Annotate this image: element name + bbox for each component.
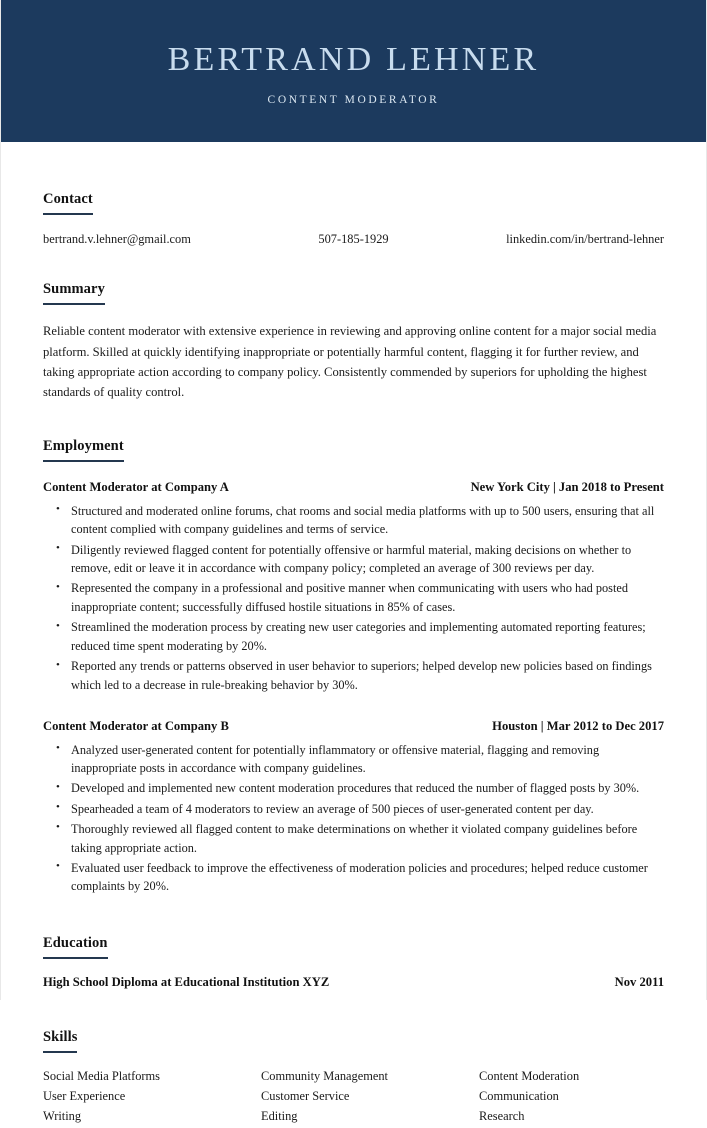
contact-linkedin[interactable]: linkedin.com/in/bertrand-lehner xyxy=(506,231,664,246)
employment-bullet-list xyxy=(43,502,664,695)
section-heading-education: Education xyxy=(43,936,108,959)
employment-bullet: • Analyzed user-generated content for potentially inflammatory or offensive material, flagging and removing inappropriate posts in accordance with company guidelines. xyxy=(71,741,664,778)
employment-bullet: • Represented the company in a professional and positive manner when communicating with users who had posted inappropriate content; successfully diffused hostile situations in 85% of cases. xyxy=(71,579,664,616)
skill-item: User Experience xyxy=(43,1088,126,1103)
employment-bullet: • Spearheaded a team of 4 moderators to review an average of 500 pieces of user-generated content per day. xyxy=(71,800,664,819)
section-employment xyxy=(43,437,664,896)
education-date: Nov 2011 xyxy=(614,975,664,990)
resume-header xyxy=(1,0,706,142)
section-heading-skills: Skills xyxy=(43,1030,77,1053)
candidate-name: BERTRAND LEHNER xyxy=(167,41,540,79)
employment-bullet: • Thoroughly reviewed all flagged content to make determinations on whether it violated company guidelines before taking appropriate action. xyxy=(71,820,664,857)
skills-grid xyxy=(43,1068,664,1128)
employment-entry-header xyxy=(43,480,664,495)
skill-item: Social Media Platforms xyxy=(43,1068,161,1083)
employment-location-dates: Houston | Mar 2012 to Dec 2017 xyxy=(492,718,664,733)
section-heading-summary: Summary xyxy=(43,282,105,305)
employment-bullet-list xyxy=(43,741,664,897)
employment-entry xyxy=(43,719,664,897)
resume-body xyxy=(1,190,706,1128)
contact-details-row xyxy=(43,231,664,248)
employment-bullet: • Evaluated user feedback to improve the effectiveness of moderation policies and procedures; helped reduce customer complaints by 20%. xyxy=(71,859,664,896)
contact-phone[interactable]: 507-185-1929 xyxy=(318,231,389,246)
contact-email[interactable]: bertrand.v.lehner@gmail.com xyxy=(43,231,191,246)
section-heading-contact: Contact xyxy=(43,192,93,215)
skills-column xyxy=(479,1068,664,1128)
skill-item: Customer Service xyxy=(261,1088,350,1103)
employment-entry xyxy=(43,480,664,695)
employment-bullet: • Developed and implemented new content moderation procedures that reduced the number of flagged posts by 30%. xyxy=(71,779,664,798)
employment-bullet: • Structured and moderated online forums, chat rooms and social media platforms with up to 500 users, ensuring that all content complied with company guidelines and terms of service. xyxy=(71,502,664,539)
candidate-job-title: CONTENT MODERATOR xyxy=(267,93,440,106)
employment-bullet: • Diligently reviewed flagged content for potentially offensive or harmful material, making decisions on whether to remove, edit or leave it in accordance with company policy; completed an average of 300 reviews per day. xyxy=(71,541,664,578)
skills-column xyxy=(261,1068,479,1128)
skill-item: Research xyxy=(479,1108,525,1123)
skill-item: Writing xyxy=(43,1108,82,1123)
employment-bullet: • Reported any trends or patterns observed in user behavior to superiors; helped develop new policies based on findings which led to a decrease in rule-breaking behavior by 30%. xyxy=(71,657,664,694)
education-entry xyxy=(43,975,664,990)
education-degree: High School Diploma at Educational Institution XYZ xyxy=(43,975,330,990)
skill-item: Community Management xyxy=(261,1068,388,1083)
section-education xyxy=(43,934,664,990)
employment-location-dates: New York City | Jan 2018 to Present xyxy=(470,479,664,494)
section-summary xyxy=(43,280,664,403)
skills-column xyxy=(43,1068,261,1128)
section-skills xyxy=(43,1028,664,1128)
employment-role: Content Moderator at Company A xyxy=(43,479,229,494)
skill-item: Communication xyxy=(479,1088,559,1103)
skill-item: Content Moderation xyxy=(479,1068,580,1083)
employment-entry-header xyxy=(43,719,664,734)
section-heading-employment: Employment xyxy=(43,439,124,462)
section-contact xyxy=(43,190,664,248)
summary-text: Reliable content moderator with extensive experience in reviewing and approving online content for a major social media platform. Skilled at quickly identifying inappropriate or potentially harmful content, flagging it for further review, and taking appropriate action according to company policy. Consistently commended by superiors for upholding the highest standards of quality control. xyxy=(43,324,657,400)
skill-item: Editing xyxy=(261,1108,298,1123)
employment-bullet: • Streamlined the moderation process by creating new user categories and implementing automated reporting features; reduced time spent moderating by 20%. xyxy=(71,618,664,655)
employment-role: Content Moderator at Company B xyxy=(43,718,229,733)
